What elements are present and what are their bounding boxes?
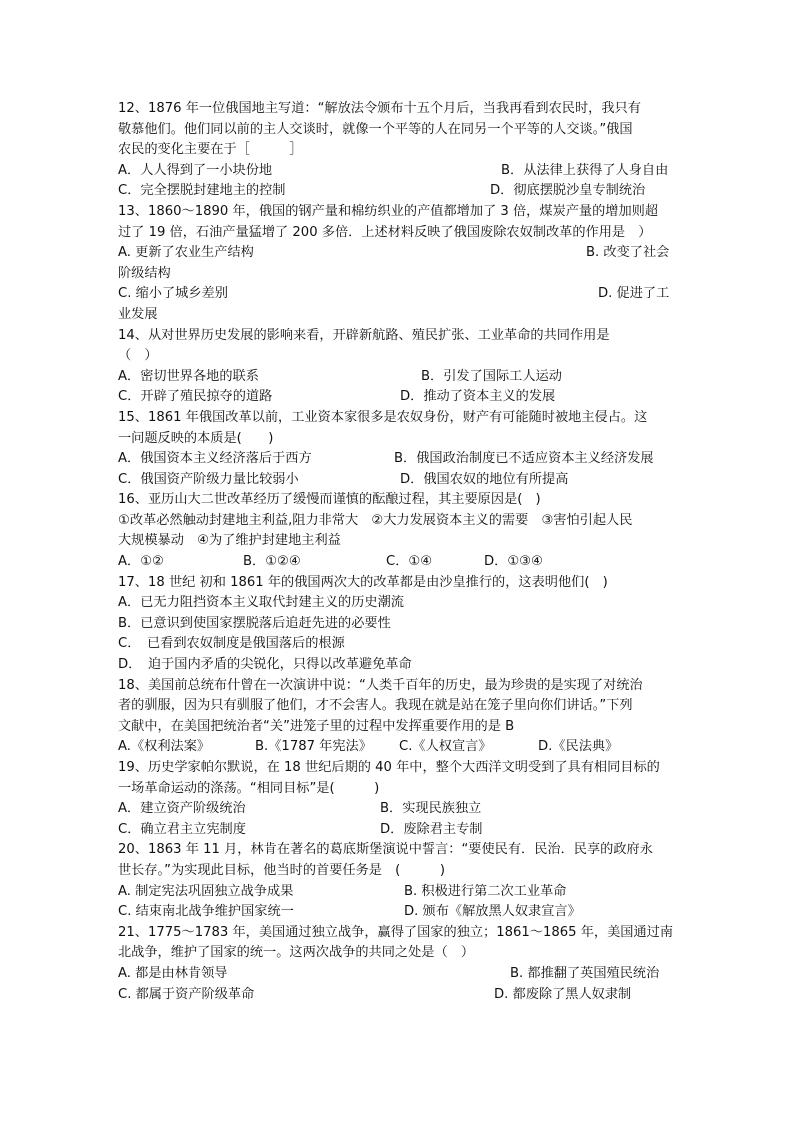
q12-option-a: A．人人得到了一小块份地 xyxy=(118,162,273,178)
q17-option-a: A．已无力阻挡资本主义取代封建主义的历史潮流 xyxy=(118,595,404,611)
q18-option-b: B.《1787 年宪法》 xyxy=(255,739,372,755)
q17-option-c: C． 已看到农奴制度是俄国落后的根源 xyxy=(118,636,345,652)
q18-options-row xyxy=(118,737,674,758)
q18-option-a: A.《权利法案》 xyxy=(118,739,211,755)
q19-option-b: B．实现民族独立 xyxy=(380,801,482,817)
q19-option-d: D．废除君主专制 xyxy=(380,821,483,837)
q12-option-d: D．彻底摆脱沙皇专制统治 xyxy=(490,183,646,199)
q18-stem-line-1: 18、美国前总统布什曾在一次演讲中说：“人类千百年的历史，最为珍贵的是实现了对统治 xyxy=(118,677,643,693)
q13-options-row-2 xyxy=(118,284,674,305)
q14-option-c: C．开辟了殖民掠夺的道路 xyxy=(118,389,273,405)
q21-option-c: C. 都属于资产阶级革命 xyxy=(118,986,255,1002)
q14-options-row-2 xyxy=(118,387,674,408)
q13-options-row-1 xyxy=(118,243,674,264)
q12-stem-line-3: 农民的变化主要在于［ ］ xyxy=(118,142,303,158)
q17-option-b: B．已意识到使国家摆脱落后追赶先进的必要性 xyxy=(118,615,391,631)
q16-option-b: B．①②④ xyxy=(243,554,301,570)
q20-stem-line-1: 20、1863 年 11 月，林肯在著名的葛底斯堡演说中誓言：“要使民有．民治．民享的政府永 xyxy=(118,842,653,858)
q21-option-b: B. 都推翻了英国殖民统治 xyxy=(510,965,660,981)
q21-option-d: D. 都废除了黑人奴隶制 xyxy=(494,986,632,1002)
q14-option-a: A．密切世界各地的联系 xyxy=(118,368,259,384)
q19-option-a: A．建立资产阶级统治 xyxy=(118,801,246,817)
q16-option-d: D．①③④ xyxy=(484,554,543,570)
q20-option-b: B. 积极进行第二次工业革命 xyxy=(404,883,567,899)
q19-options-row-1 xyxy=(118,799,674,820)
q13-options-wrap-1: 阶级结构 xyxy=(118,265,171,281)
q17-stem-line-1: 17、18 世纪 初和 1861 年的俄国两次大的改革都是由沙皇推行的，这表明他们( ) xyxy=(118,574,608,590)
q21-option-a: A. 都是由林肯领导 xyxy=(118,965,228,981)
q13-stem-line-2: 过了 19 倍，石油产量猛增了 200 多倍．上述材料反映了俄国废除农奴制改革的作用是 ） xyxy=(118,224,652,240)
q13-option-d: D. 促进了工 xyxy=(598,286,670,302)
q15-stem-line-1: 15、1861 年俄国改革以前，工业资本家很多是农奴身份，财产有可能随时被地主侵占。这 xyxy=(118,409,648,425)
q19-options-row-2 xyxy=(118,820,674,841)
q15-option-c: C．俄国资产阶级力量比较弱小 xyxy=(118,471,299,487)
q15-option-d: D．俄国农奴的地位有所提高 xyxy=(400,471,569,487)
q21-stem-line-1: 21、1775～1783 年，美国通过独立战争，赢得了国家的独立；1861～1865 年，美国通过南 xyxy=(118,924,674,940)
q20-option-c: C. 结束南北战争维护国家统一 xyxy=(118,904,294,920)
q14-stem-line-1: 14、从对世界历史发展的影响来看，开辟新航路、殖民扩张、工业革命的共同作用是 xyxy=(118,327,610,343)
q16-stem-line-3: 大规模暴动 ④为了维护封建地主利益 xyxy=(118,533,341,549)
q13-option-b: B. 改变了社会 xyxy=(586,245,670,261)
q19-option-c: C．确立君主立宪制度 xyxy=(118,821,246,837)
q14-option-b: B．引发了国际工人运动 xyxy=(421,368,562,384)
q15-option-b: B．俄国政治制度已不适应资本主义经济发展 xyxy=(394,451,654,467)
q12-options-row-1 xyxy=(118,161,674,182)
q20-options-row-2 xyxy=(118,902,674,923)
q14-option-d: D．推动了资本主义的发展 xyxy=(400,389,556,405)
q16-stem-line-1: 16、亚历山大二世改革经历了缓慢而谨慎的酝酿过程，其主要原因是( ) xyxy=(118,492,541,508)
q13-stem-line-1: 13、1860～1890 年，俄国的钢产量和棉纺织业的产值都增加了 3 倍，煤炭产量的增加则超 xyxy=(118,203,659,219)
q16-options-row xyxy=(118,552,674,573)
q21-options-row-2 xyxy=(118,985,674,1006)
q12-stem-line-2: 敬慕他们。他们同以前的主人交谈时，就像一个平等的人在同另一个平等的人交谈。”俄国 xyxy=(118,121,633,137)
q20-option-d: D. 颁布《解放黑人奴隶宣言》 xyxy=(404,904,581,920)
q17-option-d: D． 迫于国内矛盾的尖锐化，只得以改革避免革命 xyxy=(118,657,412,673)
q12-options-row-2 xyxy=(118,181,674,202)
q18-stem-line-3: 文献中，在美国把统治者“关”进笼子里的过程中发挥重要作用的是 B xyxy=(118,718,515,734)
q20-option-a: A. 制定宪法巩固独立战争成果 xyxy=(118,883,294,899)
q16-stem-line-2: ①改革必然触动封建地主利益,阻力非常大 ②大力发展资本主义的需要 ③害怕引起人民 xyxy=(118,512,633,528)
q16-option-a: A．①② xyxy=(118,554,164,570)
q18-option-d: D.《民法典》 xyxy=(538,739,619,755)
q19-stem-line-1: 19、历史学家帕尔默说，在 18 世纪后期的 40 年中，整个大西洋文明受到了具有相同目标的 xyxy=(118,760,660,775)
q15-options-row-1 xyxy=(118,449,674,470)
q20-stem-line-2: 世长存。”为实现此目标，他当时的首要任务是 ( ) xyxy=(118,862,446,878)
q15-option-a: A．俄国资本主义经济落后于西方 xyxy=(118,451,312,467)
q12-stem-line-1: 12、1876 年一位俄国地主写道：“解放法令颁布十五个月后，当我再看到农民时，我只有 xyxy=(118,101,641,116)
q18-option-c: C.《人权宣言》 xyxy=(399,739,492,755)
q21-options-row-1 xyxy=(118,964,674,985)
q16-option-c: C．①④ xyxy=(386,554,433,570)
q15-stem-line-2: 一问题反映的本质是( ) xyxy=(118,430,274,446)
q15-options-row-2 xyxy=(118,470,674,491)
q19-stem-line-2: 一场革命运动的涤荡。“相同目标”是( ) xyxy=(118,780,380,796)
q21-stem-line-2: 北战争，维护了国家的统一。这两次战争的共同之处是（ ） xyxy=(118,945,475,961)
q14-options-row-1 xyxy=(118,367,674,388)
q12-option-b: B．从法律上获得了人身自由 xyxy=(501,162,669,178)
q13-options-wrap-2: 业发展 xyxy=(118,306,158,322)
q14-stem-line-2: （ ） xyxy=(118,348,158,364)
question-column xyxy=(118,99,674,1005)
q18-stem-line-2: 者的驯服，因为只有驯服了他们，才不会害人。我现在就是站在笼子里向你们讲话。”下列 xyxy=(118,698,633,714)
q12-option-c: C．完全摆脱封建地主的控制 xyxy=(118,183,286,199)
q13-option-a: A. 更新了农业生产结构 xyxy=(118,245,254,261)
q13-option-c: C. 缩小了城乡差别 xyxy=(118,286,228,302)
q20-options-row-1 xyxy=(118,882,674,903)
